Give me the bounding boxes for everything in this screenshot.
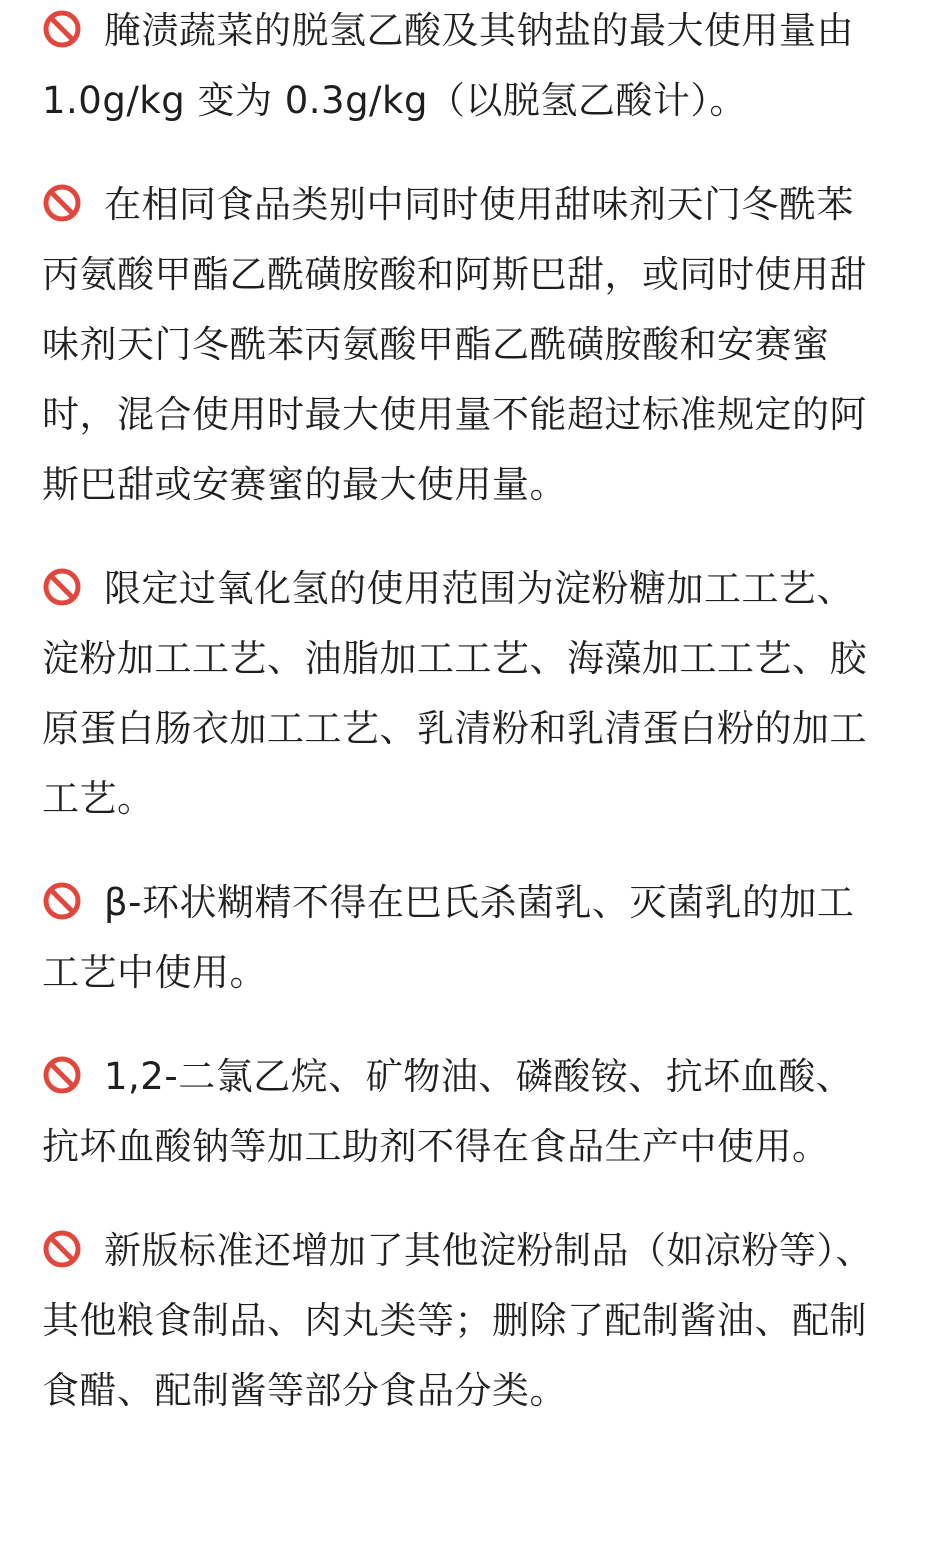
prohibited-icon — [42, 567, 82, 607]
list-item — [42, 868, 884, 1008]
prohibited-icon — [42, 1229, 82, 1269]
item-text: 新版标准还增加了其他淀粉制品（如凉粉等）、其他粮食制品、肉丸类等；删除了配制酱油、配制食醋、配制酱等部分食品分类。 — [42, 1229, 873, 1412]
item-text: 1,2-二氯乙烷、矿物油、磷酸铵、抗坏血酸、抗坏血酸钠等加工助剂不得在食品生产中使用。 — [42, 1055, 854, 1168]
prohibited-icon — [42, 9, 82, 49]
item-text: β-环状糊精不得在巴氏杀菌乳、灭菌乳的加工工艺中使用。 — [42, 881, 855, 994]
list-item — [42, 170, 884, 520]
list-item — [42, 1216, 884, 1426]
item-text: 限定过氧化氢的使用范围为淀粉糖加工工艺、淀粉加工工艺、油脂加工工艺、海藻加工工艺、胶原蛋白肠衣加工工艺、乳清粉和乳清蛋白粉的加工工艺。 — [42, 567, 867, 820]
list-item — [42, 554, 884, 834]
prohibited-icon — [42, 881, 82, 921]
prohibited-icon — [42, 183, 82, 223]
item-text: 在相同食品类别中同时使用甜味剂天门冬酰苯丙氨酸甲酯乙酰磺胺酸和阿斯巴甜，或同时使用甜味剂天门冬酰苯丙氨酸甲酯乙酰磺胺酸和安赛蜜时，混合使用时最大使用量不能超过标准规定的阿斯巴甜或安赛蜜的最大使用量。 — [42, 183, 867, 506]
item-text: 腌渍蔬菜的脱氢乙酸及其钠盐的最大使用量由 1.0g/kg 变为 0.3g/kg（以脱氢乙酸计）。 — [42, 9, 854, 122]
list-item — [42, 1042, 884, 1182]
list-item — [42, 0, 884, 136]
prohibited-icon — [42, 1055, 82, 1095]
